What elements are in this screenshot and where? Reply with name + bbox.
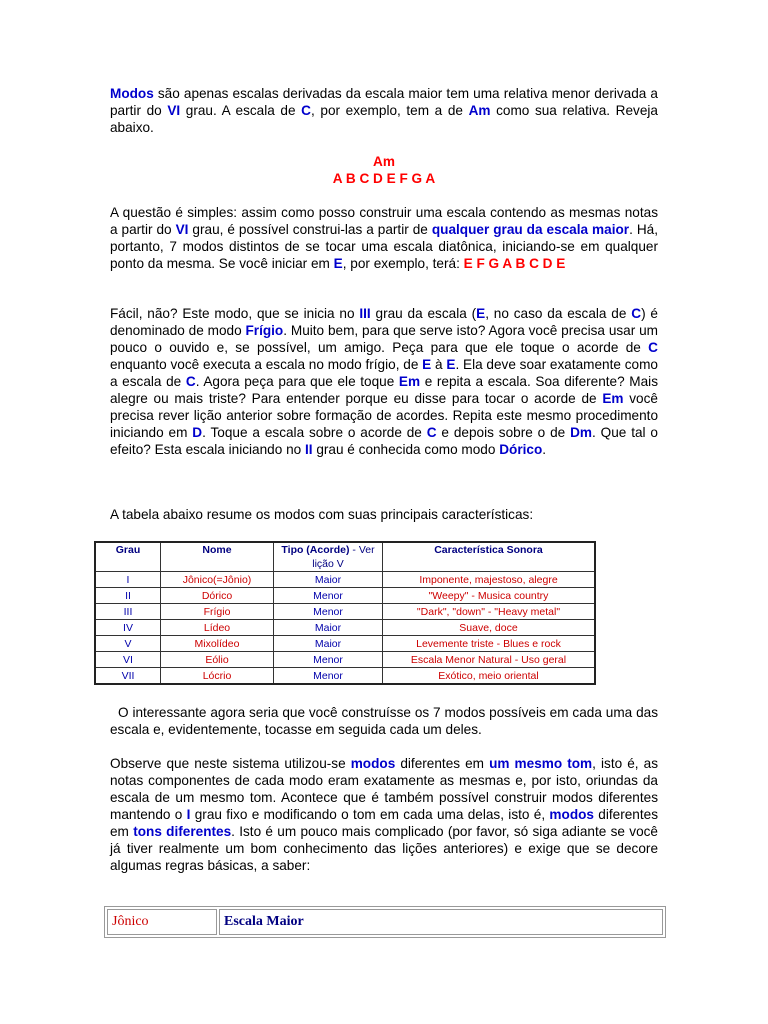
am-scale: A B C D E F G A xyxy=(332,171,436,186)
term-modos: Modos xyxy=(110,86,154,101)
cell-grau: IV xyxy=(95,620,161,636)
paragraph-frigio: Fácil, não? Este modo, que se inicia no III grau da escala (E, no caso da escala de C) é denominado de modo Frígio. Muito bem, para que serve isto? Agora você precisa usar um pouco o ouvido e, se possível, um amigo. Peça para que ele toque o acorde de C enquanto você executa a escala no modo frígio, de E à E. Ela deve soar exatamente como a escala de C. Agora peça para que ele toque Em e repita a escala. Soa diferente? Mais alegre ou mais triste? Para entender porque eu disse para tocar o acorde de Em você precisa rever lição anterior sobre formação de acordes. Repita este mesmo procedimento iniciando em D. Toque a escala sobre o acorde de C e depois sobre o de Dm. Que tal o efeito? Esta escala iniciando no II grau é conhecida como modo Dórico. xyxy=(110,306,659,457)
cell-car: Imponente, majestoso, alegre xyxy=(383,572,596,588)
header-grau: Grau xyxy=(95,542,161,572)
am-heading: Am xyxy=(373,154,395,169)
header-nome: Nome xyxy=(161,542,274,572)
cell-tipo: Menor xyxy=(274,604,383,620)
cell-car: Levemente triste - Blues e rock xyxy=(383,636,596,652)
mode-desc-cell: Escala Maior xyxy=(219,909,663,935)
cell-grau: III xyxy=(95,604,161,620)
cell-car: Escala Menor Natural - Uso geral xyxy=(383,652,596,668)
cell-nome: Lócrio xyxy=(161,668,274,685)
table-row xyxy=(95,668,595,685)
cell-grau: VI xyxy=(95,652,161,668)
cell-tipo: Maior xyxy=(274,572,383,588)
cell-tipo: Menor xyxy=(274,668,383,685)
table-row xyxy=(95,604,595,620)
paragraph-observe: Observe que neste sistema utilizou-se modos diferentes em um mesmo tom, isto é, as notas componentes de cada modo eram exatamente as mesmas e, por isto, oriundas da escala de um mesmo tom. Acontece que é também possível construir modos diferentes mantendo o I grau fixo e modificando o tom em cada uma delas, isto é, modos diferentes em tons diferentes. Isto é um pouco mais complicado (por favor, só siga adiante se você já tiver realmente um bom conhecimento das lições anteriores) e exige que se decore algumas regras básicas, a saber: xyxy=(110,756,658,873)
cell-tipo: Menor xyxy=(274,652,383,668)
paragraph-interessante: O interessante agora seria que você construísse os 7 modos possíveis em cada uma das escala e, evidentemente, tocasse em seguida cada um deles. xyxy=(110,705,658,737)
jonico-table xyxy=(104,906,666,938)
cell-car: Exótico, meio oriental xyxy=(383,668,596,685)
cell-grau: VII xyxy=(95,668,161,685)
cell-nome: Jônico(=Jônio) xyxy=(161,572,274,588)
table-row xyxy=(107,909,663,935)
cell-grau: I xyxy=(95,572,161,588)
cell-nome: Lídeo xyxy=(161,620,274,636)
header-caracteristica: Característica Sonora xyxy=(383,542,596,572)
table-row xyxy=(95,636,595,652)
cell-nome: Mixolídeo xyxy=(161,636,274,652)
header-tipo: Tipo (Acorde) - Ver lição V xyxy=(274,542,383,572)
cell-car: "Weepy" - Musica country xyxy=(383,588,596,604)
table-row xyxy=(95,588,595,604)
paragraph-table-intro: A tabela abaixo resume os modos com suas principais características: xyxy=(110,507,534,522)
cell-nome: Dórico xyxy=(161,588,274,604)
cell-nome: Frígio xyxy=(161,604,274,620)
cell-grau: II xyxy=(95,588,161,604)
table-row xyxy=(95,620,595,636)
cell-tipo: Maior xyxy=(274,620,383,636)
mode-name-cell: Jônico xyxy=(107,909,217,935)
cell-car: Suave, doce xyxy=(383,620,596,636)
paragraph-question: A questão é simples: assim como posso construir uma escala contendo as mesmas notas a partir do VI grau, é possível construi-las a partir de qualquer grau da escala maior. Há, portanto, 7 modos distintos de se tocar uma escala diatônica, iniciando-se em qualquer ponto da mesma. Se você iniciar em E, por exemplo, terá: E F G A B C D E xyxy=(110,205,658,271)
cell-tipo: Maior xyxy=(274,636,383,652)
cell-grau: V xyxy=(95,636,161,652)
cell-nome: Eólio xyxy=(161,652,274,668)
cell-tipo: Menor xyxy=(274,588,383,604)
modes-table xyxy=(94,541,596,685)
table-row xyxy=(95,572,595,588)
paragraph-intro: Modos são apenas escalas derivadas da escala maior tem uma relativa menor derivada a partir do VI grau. A escala de C, por exemplo, tem a de Am como sua relativa. Reveja abaixo. xyxy=(110,86,658,135)
cell-car: "Dark", "down" - "Heavy metal" xyxy=(383,604,596,620)
table-row xyxy=(95,652,595,668)
table-header-row xyxy=(95,542,595,572)
